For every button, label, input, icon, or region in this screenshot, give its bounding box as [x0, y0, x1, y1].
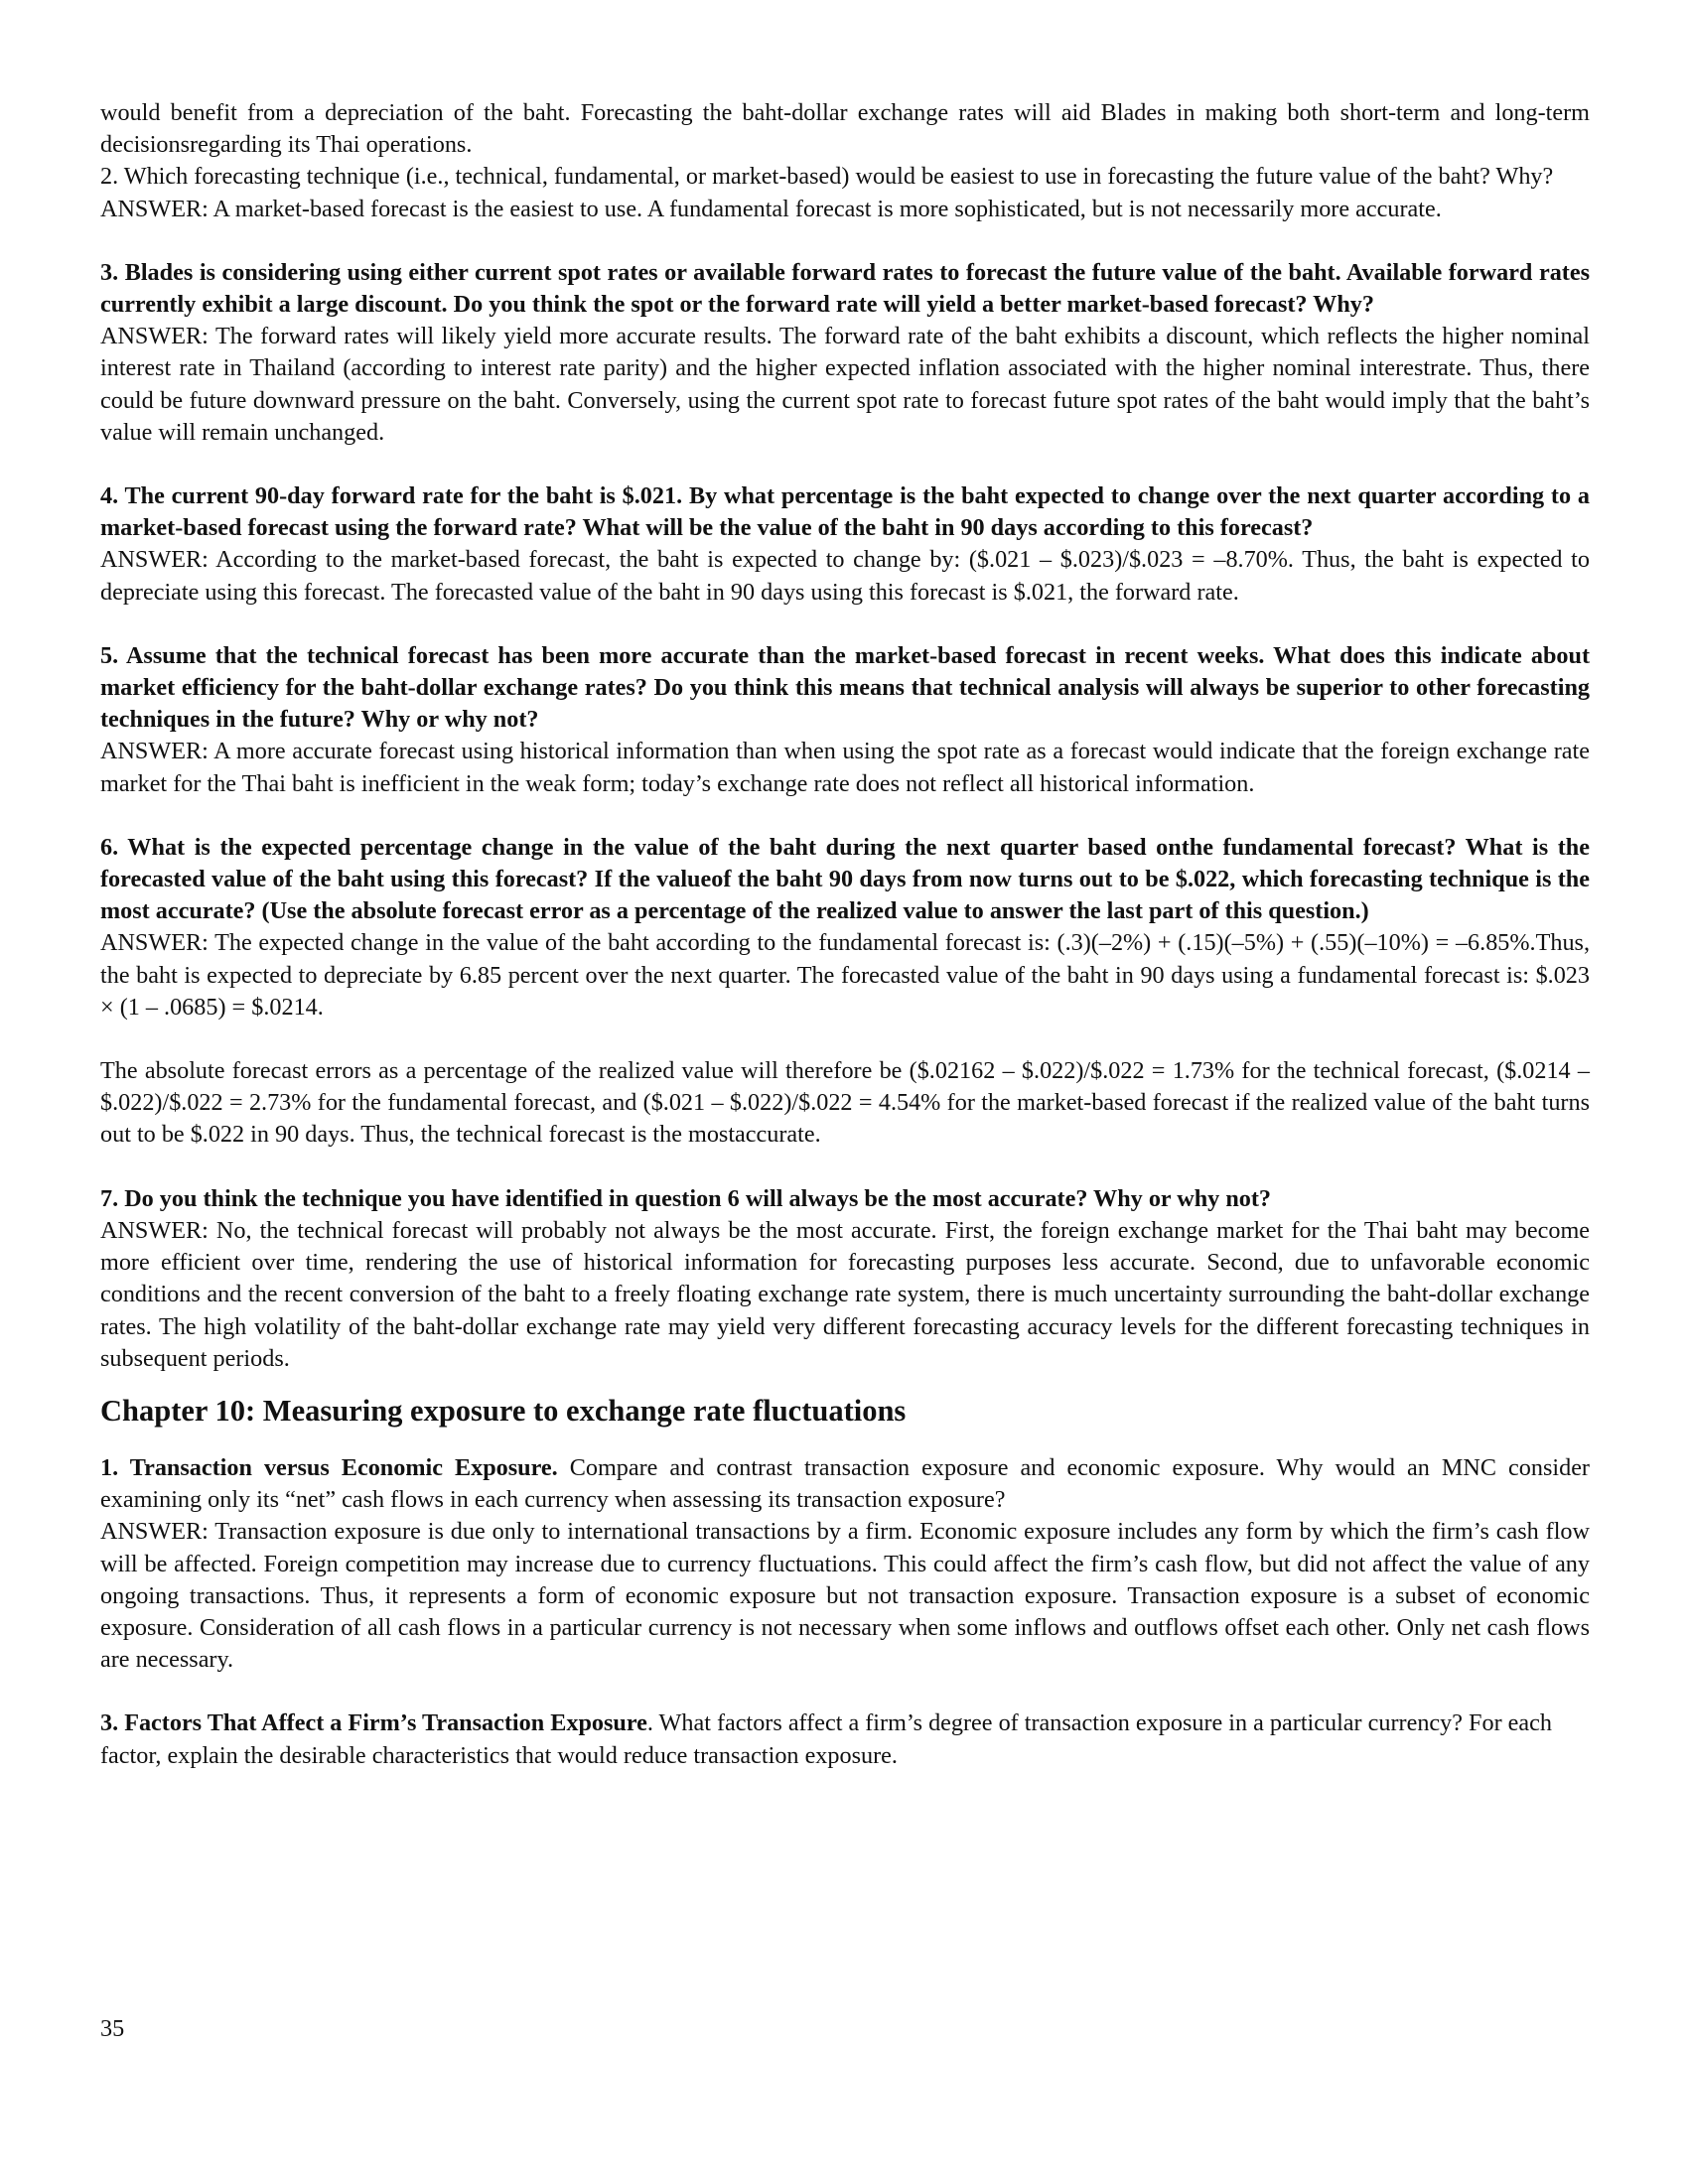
answer-2: ANSWER: A market-based forecast is the easiest to use. A fundamental forecast is more sophisticated, but is not necessarily more accurate.	[100, 195, 1442, 222]
question-6: 6. What is the expected percentage change in the value of the baht during the next quarter based onthe fundamental forecast? What is the forecasted value of the baht using this forecast? If the valueof the baht 90 days from now turns out to be $.022, which forecasting technique is the most accurate? (Use the absolute forecast error as a percentage of the realized value to answer the last part of this question.)	[100, 833, 1590, 925]
question-2: 2. Which forecasting technique (i.e., technical, fundamental, or market-based) would be easiest to use in forecasting the future value of the baht? Why?	[100, 163, 1554, 191]
ch10-question-3-text: . What factors affect a firm’s degree of transaction exposure in a particular currency? For each factor, explain the desirable characteristics that would reduce transaction exposure.	[100, 1709, 1552, 1769]
chapter-heading: Chapter 10: Measuring exposure to exchange rate fluctuations	[100, 1393, 907, 1428]
ch10-question-3-lead: 3. Factors That Affect a Firm’s Transaction Exposure	[100, 1709, 647, 1737]
answer-6: ANSWER: The expected change in the value of the baht according to the fundamental forecast is: (.3)(–2%) + (.15)(–5%) + (.55)(–10%) = –6.85%.Thus, the baht is expected to depreciate by 6.85 percent over the next quarter. The forecasted value of the baht in 90 days using a fundamental forecast is: $.023 × (1 – .0685) = $.0214.	[100, 929, 1590, 1021]
question-7: 7. Do you think the technique you have identified in question 6 will always be the most accurate? Why or why not?	[100, 1184, 1272, 1212]
answer-4: ANSWER: According to the market-based forecast, the baht is expected to change by: ($.021 – $.023)/$.023 = –8.70%. Thus, the baht is expected to depreciate using this forecast. The forecasted value of the baht in 90 days using this forecast is $.021, the forward rate.	[100, 546, 1590, 606]
ch10-answer-1: ANSWER: Transaction exposure is due only to international transactions by a firm. Economic exposure includes any form by which the firm’s cash flow will be affected. Foreign competition may increase due to currency fluctuations. This could affect the firm’s cash flow, but did not affect the value of any ongoing transactions. Thus, it represents a form of economic exposure but not transaction exposure. Transaction exposure is a subset of economic exposure. Consideration of all cash flows in a particular currency is not necessary when some inflows and outflows offset each other. Only net cash flows are necessary.	[100, 1518, 1590, 1674]
ch10-question-1-lead: 1. Transaction versus Economic Exposure.	[100, 1453, 558, 1481]
ch10-question-1-text: Compare and contrast transaction exposure and economic exposure. Why would an MNC consider examining only its “net” cash flows in each currency when assessing its transaction exposure?	[100, 1453, 1590, 1514]
page-number: 35	[100, 2015, 125, 2042]
answer-6-errors: The absolute forecast errors as a percentage of the realized value will therefore be ($.02162 – $.022)/$.022 = 1.73% for the technical forecast, ($.0214 – $.022)/$.022 = 2.73% for the fundamental forecast, and ($.021 – $.022)/$.022 = 4.54% for the market-based forecast if the realized value of the baht turns out to be $.022 in 90 days. Thus, the technical forecast is the mostaccurate.	[100, 1057, 1590, 1149]
question-5: 5. Assume that the technical forecast has been more accurate than the market-based forecast in recent weeks. What does this indicate about market efficiency for the baht-dollar exchange rates? Do you think this means that technical analysis will always be superior to other forecasting techniques in the future? Why or why not?	[100, 641, 1590, 734]
continuation-paragraph: would benefit from a depreciation of the baht. Forecasting the baht-dollar exchange rates will aid Blades in making both short-term and long-term decisionsregarding its Thai operations.	[100, 99, 1590, 159]
question-3: 3. Blades is considering using either current spot rates or available forward rates to forecast the future value of the baht. Available forward rates currently exhibit a large discount. Do you think the spot or the forward rate will yield a better market-based forecast? Why?	[100, 258, 1590, 319]
document-page	[100, 97, 1590, 1772]
ch10-question-1	[100, 1452, 1590, 1516]
ch10-question-3	[100, 1707, 1590, 1771]
answer-3: ANSWER: The forward rates will likely yield more accurate results. The forward rate of the baht exhibits a discount, which reflects the higher nominal interest rate in Thailand (according to interest rate parity) and the higher expected inflation associated with the higher nominal interestrate. Thus, there could be future downward pressure on the baht. Conversely, using the current spot rate to forecast future spot rates of the baht would imply that the baht’s value will remain unchanged.	[100, 323, 1590, 446]
question-4: 4. The current 90-day forward rate for the baht is $.021. By what percentage is the baht expected to change over the next quarter according to a market-based forecast using the forward rate? What will be the value of the baht in 90 days according to this forecast?	[100, 482, 1590, 542]
answer-7: ANSWER: No, the technical forecast will probably not always be the most accurate. First, the foreign exchange market for the Thai baht may become more efficient over time, rendering the use of historical information for forecasting purposes less accurate. Second, due to unfavorable economic conditions and the recent conversion of the baht to a freely floating exchange rate system, there is much uncertainty surrounding the baht-dollar exchange rates. The high volatility of the baht-dollar exchange rate may yield very different forecasting accuracy levels for the different forecasting techniques in subsequent periods.	[100, 1216, 1590, 1372]
answer-5: ANSWER: A more accurate forecast using historical information than when using the spot rate as a forecast would indicate that the foreign exchange rate market for the Thai baht is inefficient in the weak form; today’s exchange rate does not reflect all historical information.	[100, 738, 1590, 797]
